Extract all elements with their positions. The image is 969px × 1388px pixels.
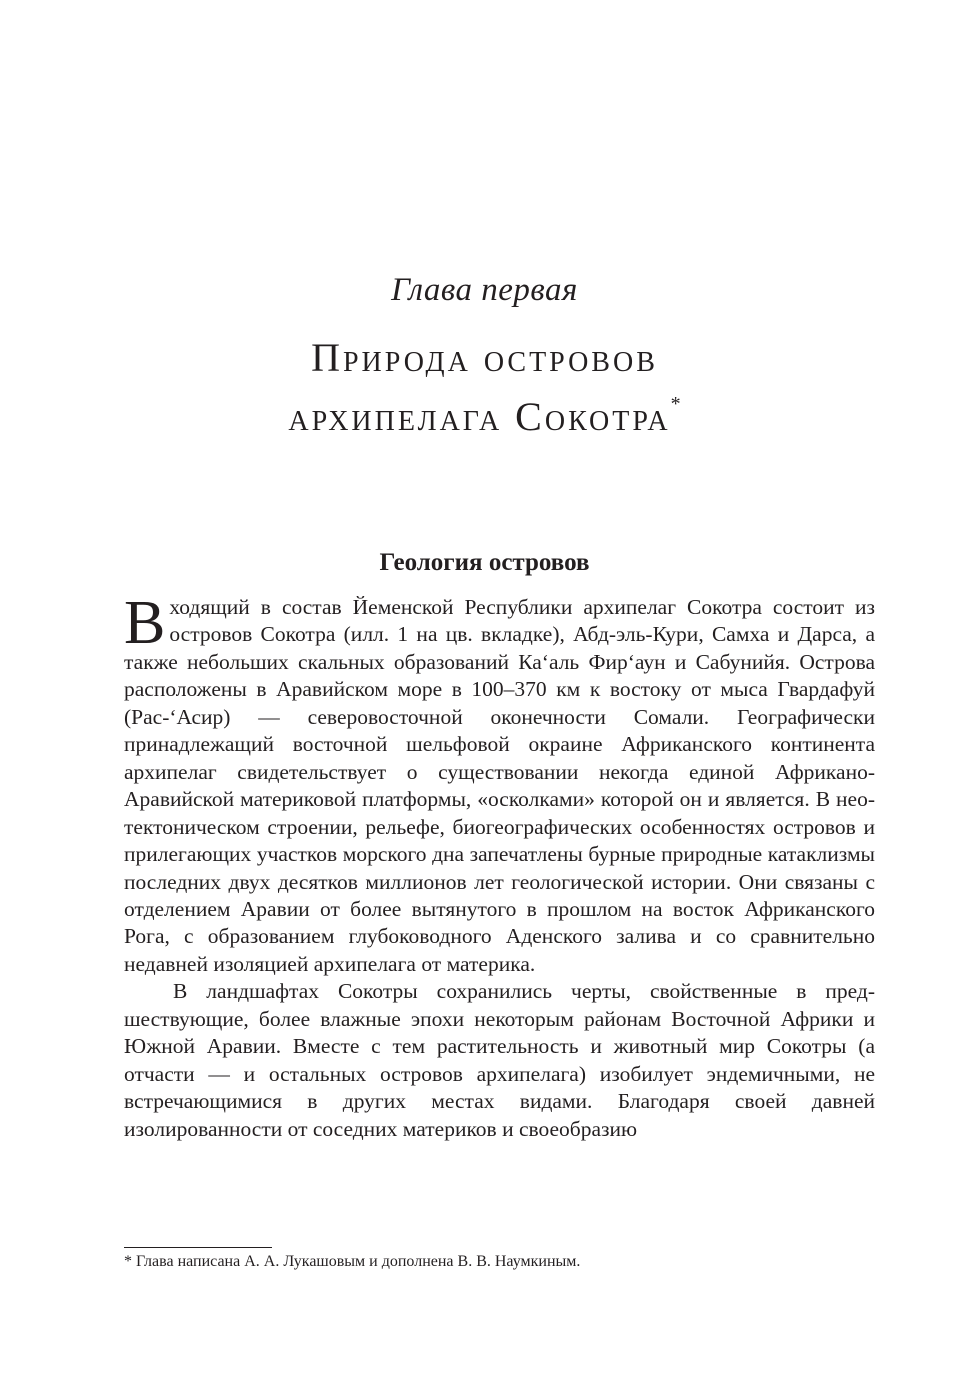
- body-text: [124, 589, 875, 1143]
- footnote-marker[interactable]: *: [670, 393, 681, 415]
- footnote-divider: [124, 1247, 272, 1248]
- paragraph-1: [124, 589, 875, 978]
- chapter-label: Глава первая: [391, 272, 578, 308]
- chapter-title-line-1: [0, 335, 969, 380]
- chapter-title-line-2: [0, 394, 969, 437]
- section-heading: Геология островов: [379, 549, 590, 576]
- chapter-title-line-2-text: архипелага Сокотра: [288, 394, 671, 439]
- drop-cap: В: [124, 589, 166, 657]
- footnote: * Глава написана А. А. Лукашовым и дополнена В. В. Наумкиным.: [124, 1253, 581, 1270]
- chapter-title-line-1-text: Природа островов: [311, 335, 658, 380]
- paragraph-2: В ландшафтах Сокотры сохранились черты, свойственные в предшествующие, более влажные эпохи некоторым районам Восточной Африки и Южной Аравии. Вместе с тем растительность и животный мир Сокотры (а отчасти — и остальных островов архипелага) изобилует эндемичными, не встречающимися в других местах видами. Благодаря своей давней изолированности от соседних материков и своеобразию: [124, 979, 875, 1141]
- paragraph-1-text: ходящий в состав Йеменской Республики архипелаг Сокотра состоит из островов Сокотра (илл. 1 на цв. вкладке), Абд-эль-Кури, Самха и Дарса, а также небольших скальных образований Ка‘аль Фир‘аун и Сабунийя. Острова расположены в Аравийском море в 100–370 км к востоку от мыса Гвардафуй (Рас-‘Асир) — северовосточной оконечности Сомали. Географически принадлежащий восточной шельфовой окраине Африканского континента архипелаг свидетельствует о существовании некогда единой Африкано-Аравийской материковой платформы, «осколками» которой он и является. В неотектоническом строении, рельефе, биогеографических особенностях островов и прилегающих участков морского дна запечатлены бурные природные катаклизмы последних двух десятков миллионов лет геологической истории. Они связаны с отделением Аравии от более вытянутого в прошлом на восток Африканского Рога, с образованием глубоководного Аденского залива и со сравнительно недавней изоляцией архипелага от материка.: [124, 595, 875, 976]
